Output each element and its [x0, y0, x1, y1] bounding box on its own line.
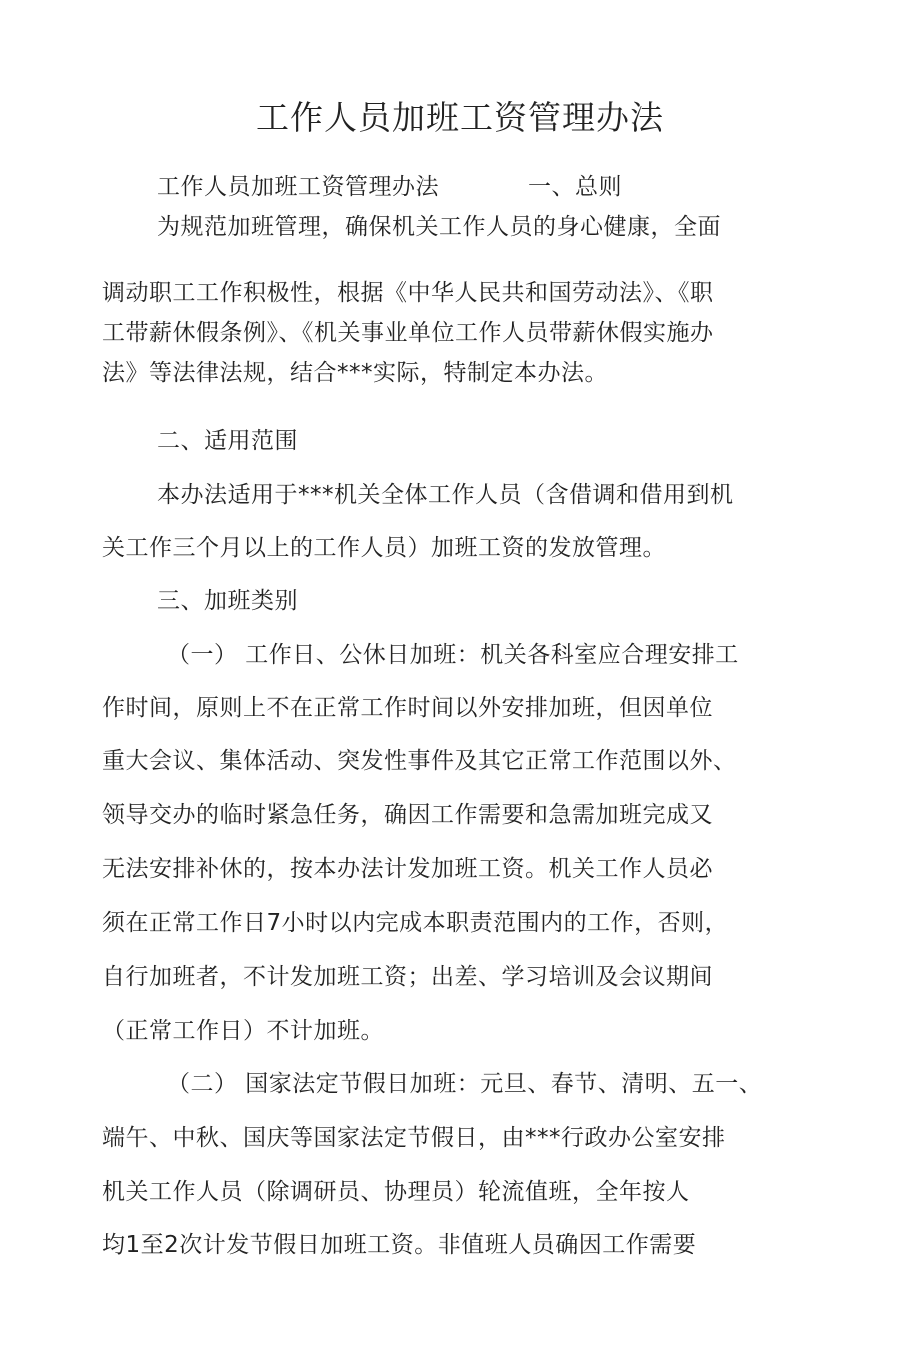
section-heading-scope: 二、适用范围	[157, 428, 298, 454]
paragraph-line: 为规范加班管理，确保机关工作人员的身心健康，全面	[157, 214, 721, 240]
paragraph-line: （一） 工作日、公休日加班：机关各科室应合理安排工	[167, 642, 739, 668]
paragraph-line: 均1至2次计发节假日加班工资。非值班人员确因工作需要	[102, 1232, 697, 1258]
paragraph-line: 关工作三个月以上的工作人员）加班工资的发放管理。	[102, 535, 666, 561]
section-heading-categories: 三、加班类别	[157, 588, 298, 614]
paragraph-line: 须在正常工作日7小时以内完成本职责范围内的工作，否则，	[102, 910, 729, 936]
paragraph-line: 自行加班者，不计发加班工资；出差、学习培训及会议期间	[102, 964, 713, 990]
paragraph-line: 端午、中秋、国庆等国家法定节假日，由***行政办公室安排	[102, 1125, 726, 1151]
paragraph-line: 重大会议、集体活动、突发性事件及其它正常工作范围以外、	[102, 748, 737, 774]
paragraph-line: 调动职工工作积极性，根据《中华人民共和国劳动法》、《职	[102, 280, 714, 306]
paragraph-line: 作时间，原则上不在正常工作时间以外安排加班，但因单位	[102, 695, 713, 721]
paragraph-line: 机关工作人员（除调研员、协理员）轮流值班，全年按人	[102, 1179, 690, 1205]
paragraph-line: 领导交办的临时紧急任务，确因工作需要和急需加班完成又	[102, 802, 713, 828]
paragraph-line: （二） 国家法定节假日加班：元旦、春节、清明、五一、	[167, 1071, 763, 1097]
paragraph-line: （正常工作日）不计加班。	[102, 1018, 384, 1044]
paragraph-line: 无法安排补休的，按本办法计发加班工资。机关工作人员必	[102, 856, 713, 882]
subtitle: 工作人员加班工资管理办法	[157, 174, 439, 200]
paragraph-line: 法》等法律法规，结合***实际，特制定本办法。	[102, 360, 608, 386]
paragraph-line: 工带薪休假条例》、《机关事业单位工作人员带薪休假实施办	[102, 320, 714, 346]
paragraph-line: 本办法适用于***机关全体工作人员（含借调和借用到机	[157, 482, 734, 508]
document-title: 工作人员加班工资管理办法	[256, 98, 664, 137]
section-heading-general: 一、总则	[528, 174, 622, 200]
